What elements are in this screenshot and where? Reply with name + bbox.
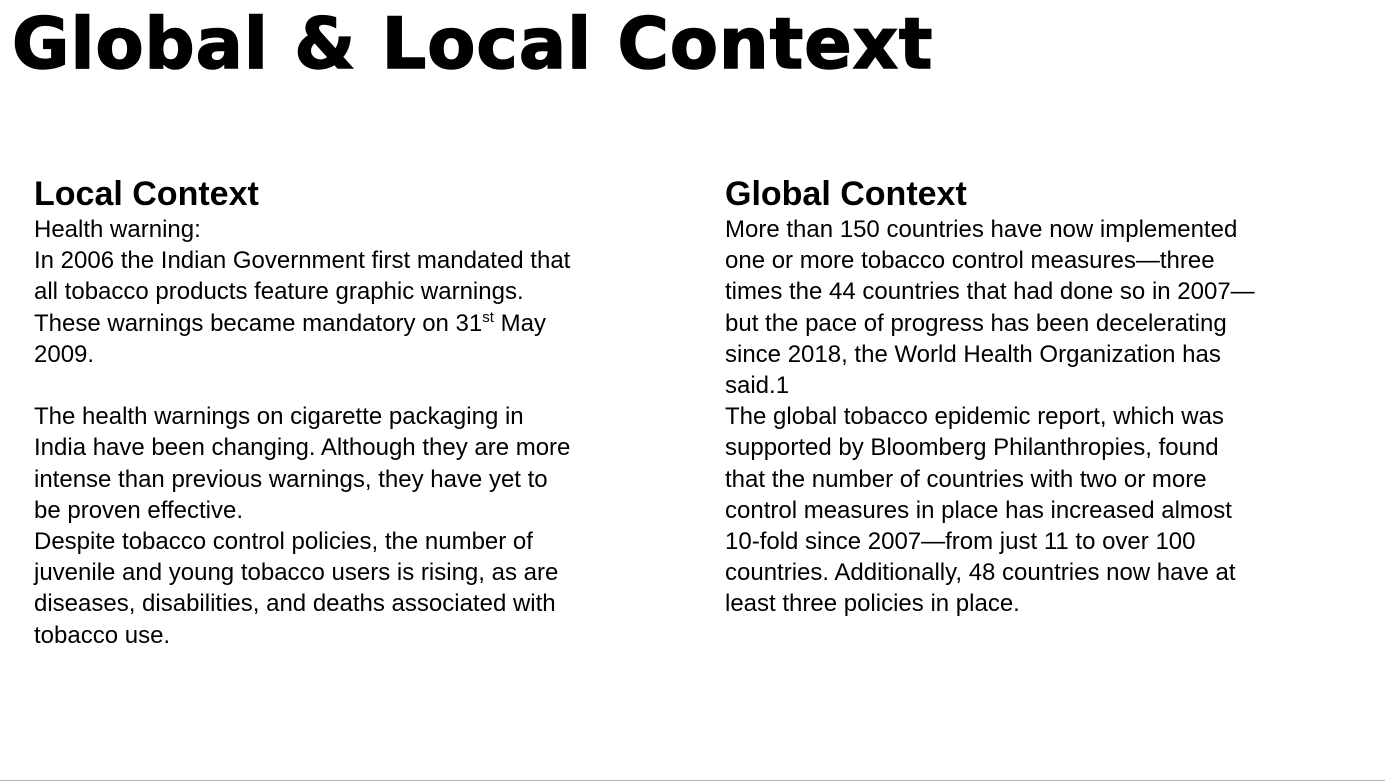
local-line: 2009. — [34, 340, 95, 368]
local-line: Despite tobacco control policies, the number of — [34, 528, 533, 556]
local-line: diseases, disabilities, and deaths associated with — [34, 590, 556, 618]
global-context-column — [725, 174, 1375, 620]
local-line: juvenile and young tobacco users is rising, as are — [34, 559, 559, 587]
local-line: Health warning: — [34, 216, 201, 243]
local-line-text: These warnings became mandatory on 31 — [34, 309, 483, 337]
global-line: 10-fold since 2007—from just 11 to over 100 — [725, 528, 1196, 556]
local-line-text: May — [493, 309, 546, 337]
global-line: said.1 — [725, 372, 790, 400]
global-line: control measures in place has increased almost — [725, 496, 1232, 524]
local-line: India have been changing. Although they are more — [34, 434, 571, 462]
global-line: The global tobacco epidemic report, which was — [725, 403, 1224, 431]
global-line: countries. Additionally, 48 countries now have at — [725, 559, 1236, 587]
local-context-body — [34, 214, 684, 651]
local-line: The health warnings on cigarette packaging in — [34, 403, 524, 431]
global-line: since 2018, the World Health Organization has — [725, 340, 1221, 368]
ordinal-suffix: st — [482, 308, 494, 326]
local-line: be proven effective. — [34, 496, 244, 524]
local-line-with-date — [34, 308, 684, 339]
global-line: that the number of countries with two or more — [725, 465, 1207, 493]
global-line: least three policies in place. — [725, 590, 1020, 618]
slide-title: Global & Local Context — [12, 3, 934, 85]
global-line: times the 44 countries that had done so in 2007— — [725, 278, 1255, 306]
local-context-heading: Local Context — [34, 175, 259, 213]
local-line: In 2006 the Indian Government first mandated that — [34, 247, 571, 275]
paragraph-gap — [34, 370, 684, 401]
local-line: tobacco use. — [34, 621, 171, 649]
global-line: one or more tobacco control measures—three — [725, 247, 1215, 275]
global-line: More than 150 countries have now implemented — [725, 216, 1238, 243]
local-line: intense than previous warnings, they have yet to — [34, 465, 548, 493]
local-line: all tobacco products feature graphic warnings. — [34, 278, 524, 306]
global-context-body — [725, 214, 1375, 620]
global-line: supported by Bloomberg Philanthropies, found — [725, 434, 1219, 462]
local-context-column — [34, 174, 684, 651]
global-context-heading: Global Context — [725, 175, 967, 213]
global-line: but the pace of progress has been decelerating — [725, 309, 1227, 337]
